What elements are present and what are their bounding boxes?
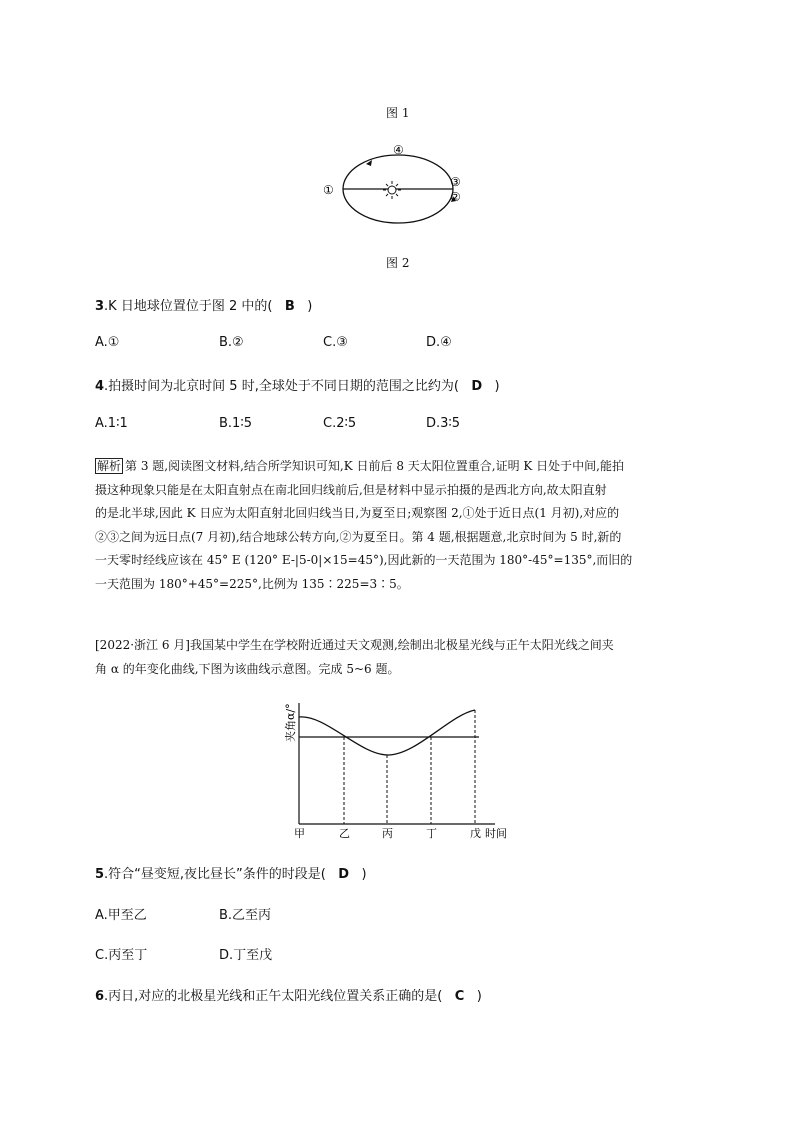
tick-label: 丁 <box>426 827 437 840</box>
passage-line: [2022·浙江 6 月]我国某中学生在学校附近通过天文观测,绘制出北极星光线与正午太阳光线之间夹 <box>95 638 614 652</box>
question-5-number: 5 <box>95 867 105 882</box>
question-6: 6.丙日,对应的北极星光线和正午太阳光线位置关系正确的是( C ) <box>95 989 482 1004</box>
passage-line: 角 α 的年变化曲线,下图为该曲线示意图。完成 5~6 题。 <box>95 661 400 676</box>
orbit-label-2: ② <box>450 190 461 204</box>
q3-option-d: D.④ <box>426 335 452 350</box>
question-3-text: .K 日地球位置位于图 2 中的( <box>104 299 273 314</box>
q5-option-c: C.丙至丁 <box>95 948 148 963</box>
explanation-tag: 解析 <box>97 459 122 473</box>
question-5-text: .符合“昼变短,夜比昼长”条件的时段是( <box>104 867 326 882</box>
figure-1-caption: 图 1 <box>386 106 410 120</box>
q3-option-a: A.① <box>95 335 120 350</box>
y-axis-label: 夹角α/° <box>284 703 297 742</box>
explanation <box>95 455 697 596</box>
question-3: 3.K 日地球位置位于图 2 中的( B ) <box>95 299 313 314</box>
question-3-number: 3 <box>95 299 105 314</box>
explanation-line: 解析 第 3 题,阅读图文材料,结合所学知识可知,K 日前后 8 天太阳位置重合,证明 K 日处于中间,能拍 <box>97 459 624 473</box>
question-4-answer: D <box>471 379 483 394</box>
orbit-label-4: ④ <box>393 143 404 157</box>
q5-option-d: D.丁至戊 <box>219 948 273 963</box>
explanation-line: 的是北半球,因此 K 日应为太阳直射北回归线当日,为夏至日;观察图 2,①处于近日点(1 月初),对应的 <box>95 506 620 520</box>
q4-option-b: B.1∶5 <box>219 416 252 431</box>
explanation-line: 一天范围为 180°+45°=225°,比例为 135∶225=3∶5。 <box>95 576 409 591</box>
orbit-label-1: ① <box>323 183 334 197</box>
q4-option-a: A.1∶1 <box>95 416 128 431</box>
q5-option-a: A.甲至乙 <box>95 908 147 923</box>
question-6-number: 6 <box>95 989 105 1004</box>
tick-label: 戊 <box>470 827 481 840</box>
x-axis-label: 时间 <box>485 827 507 840</box>
explanation-line: ②③之间为远日点(7 月初),结合地球公转方向,②为夏至日。第 4 题,根据题意,北京时间为 5 时,新的 <box>95 529 622 544</box>
question-6-text: .丙日,对应的北极星光线和正午太阳光线位置关系正确的是( <box>104 989 443 1004</box>
q4-option-c: C.2∶5 <box>323 416 357 431</box>
tick-label: 甲 <box>294 827 305 840</box>
tick-label: 丙 <box>382 827 393 840</box>
question-3-answer: B <box>284 299 295 314</box>
passage <box>95 634 697 681</box>
question-4-number: 4 <box>95 379 105 394</box>
q4-option-d: D.3∶5 <box>426 416 461 431</box>
orbit-label-3: ③ <box>450 175 461 189</box>
orbit-diagram <box>320 138 480 238</box>
figure-2-caption: 图 2 <box>386 256 410 270</box>
question-4-text: .拍摄时间为北京时间 5 时,全球处于不同日期的范围之比约为( <box>104 379 459 394</box>
explanation-line: 一天零时经线应该在 45° E (120° E-|5-0|×15=45°),因此新的一天范围为 180°-45°=135°,而旧的 <box>95 553 633 567</box>
explanation-line: 摄这种现象只能是在太阳直射点在南北回归线前后,但是材料中显示拍摄的是西北方向,故太阳直射 <box>95 482 607 497</box>
tick-label: 乙 <box>339 827 350 840</box>
q5-option-b: B.乙至丙 <box>219 908 272 923</box>
sun-icon <box>388 186 396 194</box>
q3-option-b: B.② <box>219 335 244 350</box>
question-4: 4.拍摄时间为北京时间 5 时,全球处于不同日期的范围之比约为( D ) <box>95 379 500 394</box>
angle-curve <box>299 710 475 755</box>
question-6-answer: C <box>454 989 465 1004</box>
q3-option-c: C.③ <box>323 335 348 350</box>
question-5-answer: D <box>338 867 350 882</box>
question-5: 5.符合“昼变短,夜比昼长”条件的时段是( D ) <box>95 867 367 882</box>
angle-curve-chart <box>280 700 520 842</box>
